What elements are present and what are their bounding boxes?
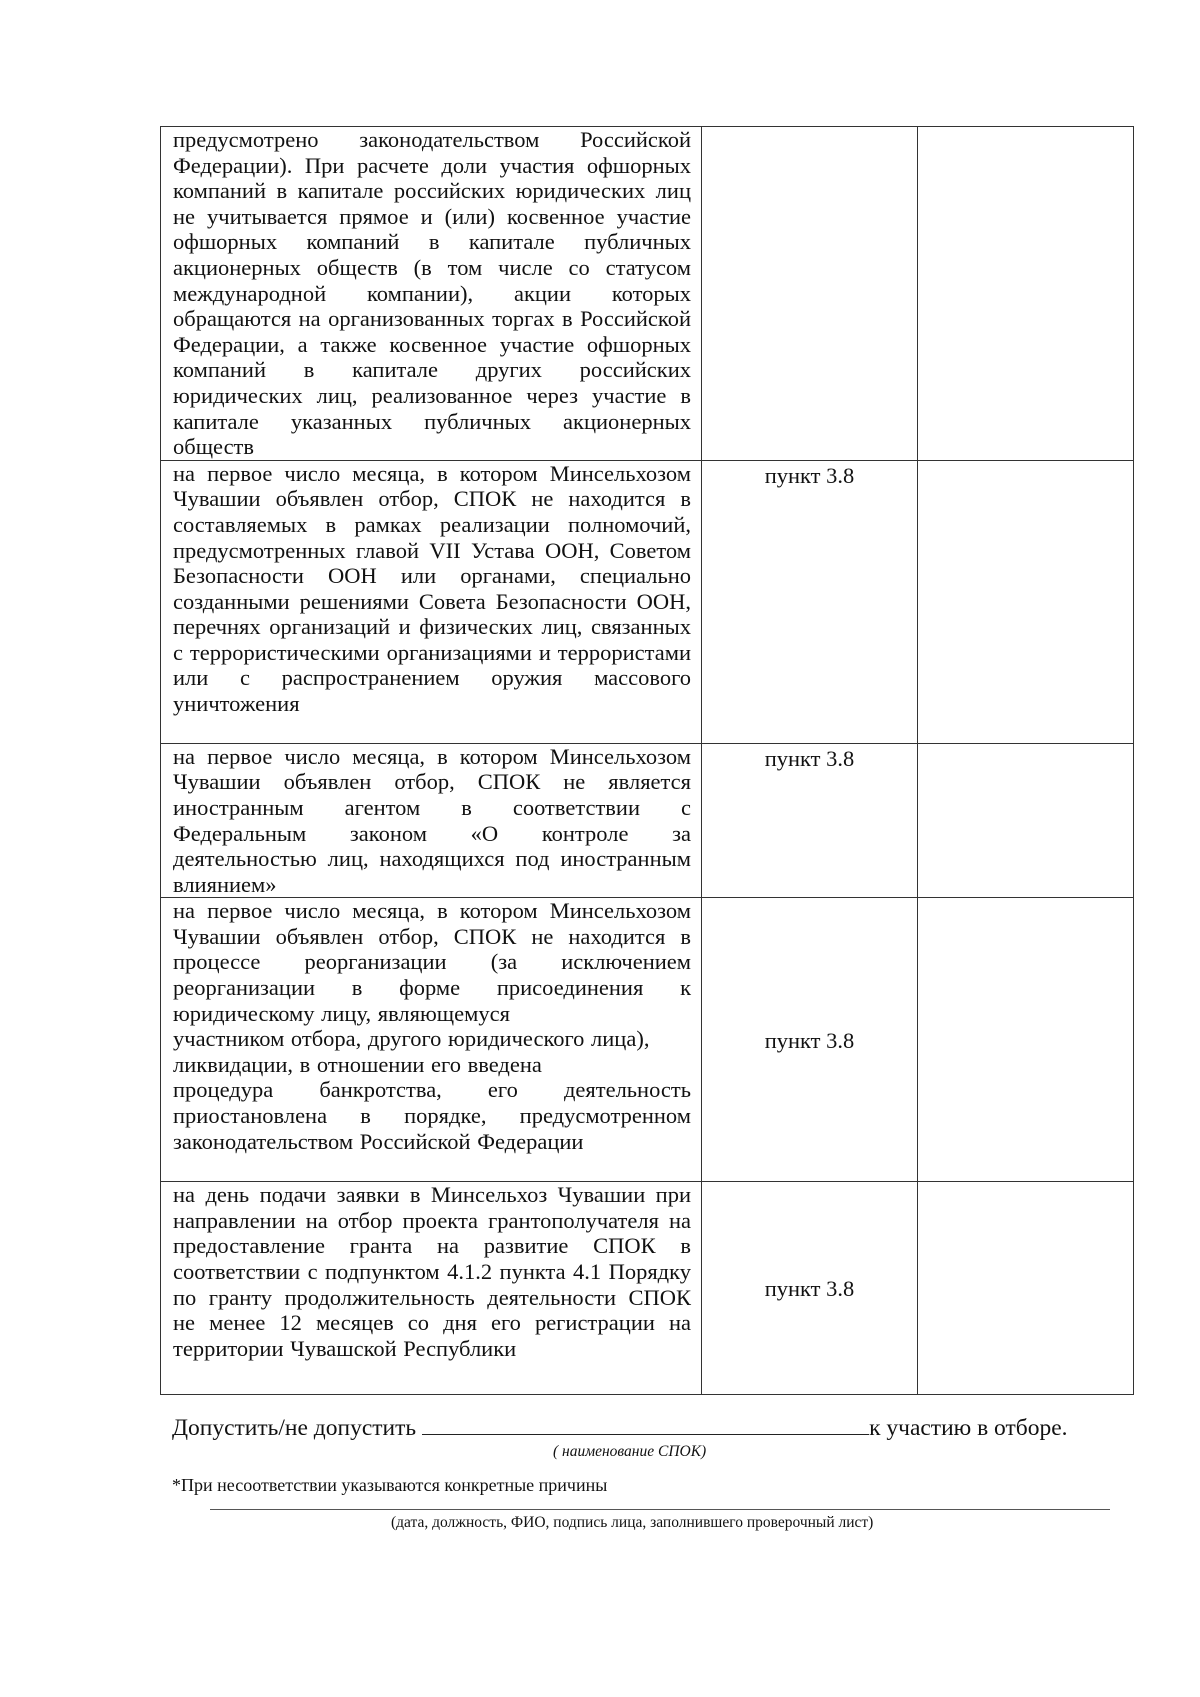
reference-cell: пункт 3.8 xyxy=(702,743,918,898)
signature-line xyxy=(210,1509,1110,1510)
requirement-part: участником отбора, другого юридического лица), ликвидации, в отношении его введена xyxy=(173,1026,650,1077)
table-row xyxy=(161,898,1134,1182)
decision-line xyxy=(172,1414,1068,1442)
requirement-cell: на первое число месяца, в котором Минсельхозом Чувашии объявлен отбор, СПОК не находится в составляемых в рамках реализации полномочий, предусмотренных главой VII Устава ООН, Советом Безопасности ООН или органами, специально созданными решениями Совета Безопасности ООН, перечнях организаций и физических лиц, связанных с террористическими организациями и террористами или с распространением оружия массового уничтожения xyxy=(161,460,702,743)
requirement-cell: на день подачи заявки в Минсельхоз Чувашии при направлении на отбор проекта грантополучателя на предоставление гранта на развитие СПОК в соответствии с подпунктом 4.1.2 пункта 4.1 Порядку по гранту продолжительность деятельности СПОК не менее 12 месяцев со дня его регистрации на территории Чувашской Республики xyxy=(161,1182,702,1395)
spok-name-caption: ( наименование СПОК) xyxy=(553,1443,707,1460)
requirement-cell: на первое число месяца, в котором Минсельхозом Чувашии объявлен отбор, СПОК не является иностранным агентом в соответствии с Федеральным законом «О контроле за деятельностью лиц, находящихся под иностранным влиянием» xyxy=(161,743,702,898)
reference-cell: пункт 3.8 xyxy=(702,898,918,1182)
requirement-cell: предусмотрено законодательством Российской Федерации). При расчете доли участия офшорных компаний в капитале российских юридических лиц не учитывается прямое и (или) косвенное участие офшорных компаний в капитале публичных акционерных обществ (в том числе со статусом международной компании), акции которых обращаются на организованных торгах в Российской Федерации, а также косвенное участие офшорных компаний в капитале других российских юридических лиц, реализованное через участие в капитале указанных публичных акционерных обществ xyxy=(161,127,702,461)
table-row xyxy=(161,743,1134,898)
table-row xyxy=(161,127,1134,461)
result-cell xyxy=(918,1182,1134,1395)
decision-suffix: к участию в отборе. xyxy=(869,1415,1068,1441)
requirement-part: процедура банкротства, его деятельность приостановлена в порядке, предусмотренном законодательством Российской Федерации xyxy=(173,1077,691,1154)
table-row xyxy=(161,460,1134,743)
checklist-table xyxy=(160,126,1134,1395)
reference-cell: пункт 3.8 xyxy=(702,460,918,743)
requirement-part: на первое число месяца, в котором Минсельхозом Чувашии объявлен отбор, СПОК не находится в процессе реорганизации (за исключением реорганизации в форме присоединения к юридическому лицу, являющемуся xyxy=(173,898,691,1026)
spok-name-blank xyxy=(422,1414,869,1435)
reference-cell xyxy=(702,127,918,461)
result-cell xyxy=(918,743,1134,898)
result-cell xyxy=(918,898,1134,1182)
footnote: *При несоответствии указываются конкретные причины xyxy=(172,1475,608,1495)
result-cell xyxy=(918,127,1134,461)
decision-prefix: Допустить/не допустить xyxy=(172,1415,417,1441)
signature-caption: (дата, должность, ФИО, подпись лица, заполнившего проверочный лист) xyxy=(391,1514,874,1531)
table-row xyxy=(161,1182,1134,1395)
result-cell xyxy=(918,460,1134,743)
requirement-cell xyxy=(161,898,702,1182)
reference-cell: пункт 3.8 xyxy=(702,1182,918,1395)
